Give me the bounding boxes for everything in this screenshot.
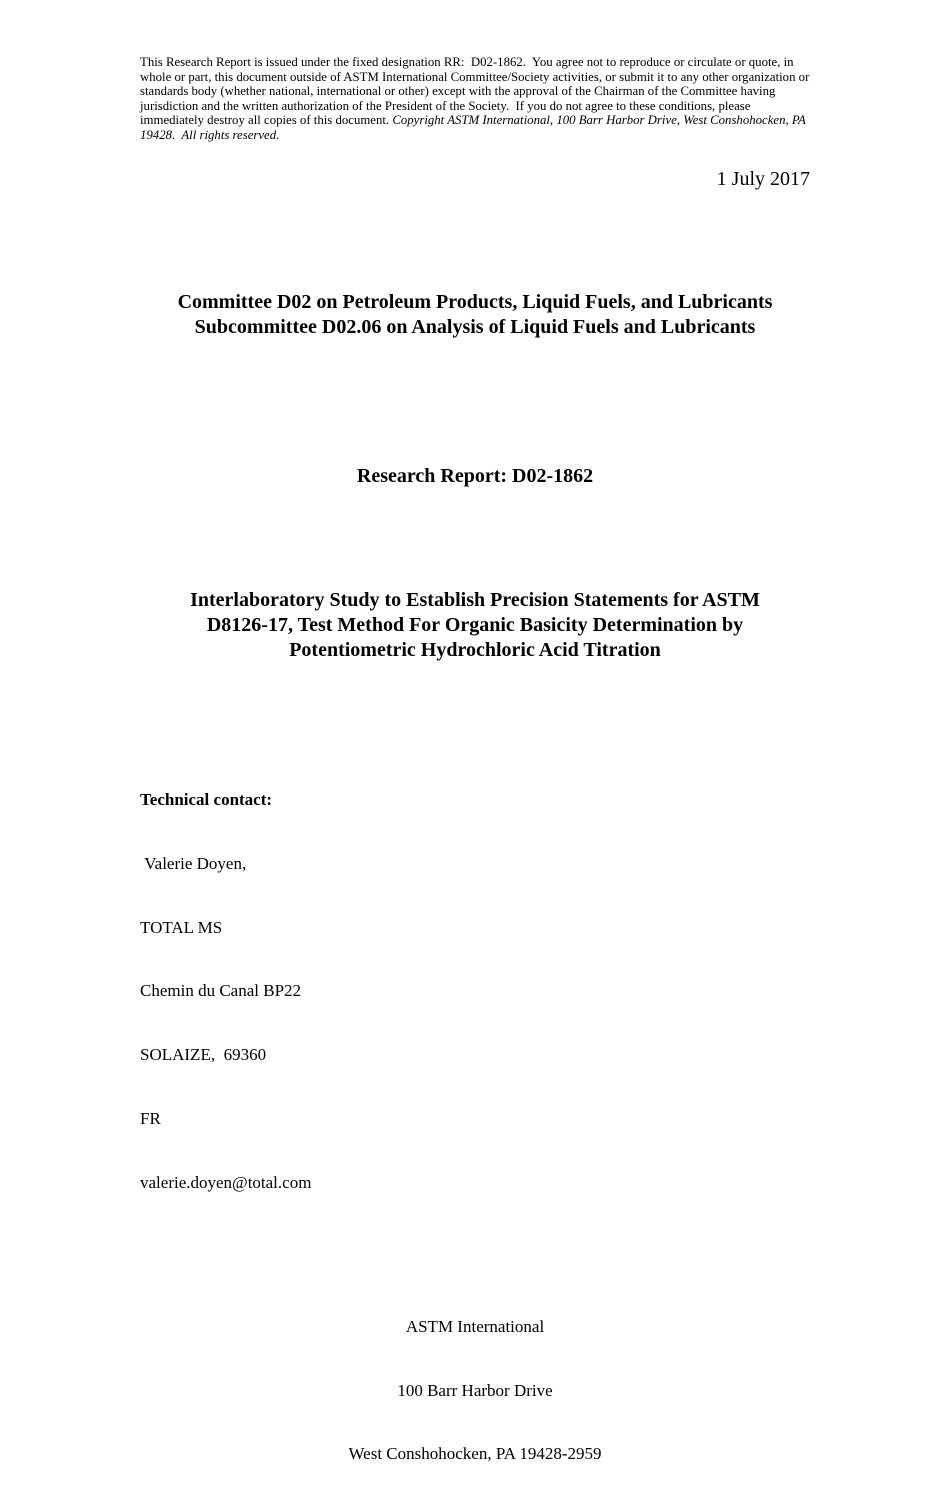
contact-name: Valerie Doyen, [140,853,247,873]
issue-date: 1 July 2017 [716,168,810,191]
astm-address-block [140,1273,810,1507]
committee-heading [140,290,810,339]
subcommittee-line: Subcommittee D02.06 on Analysis of Liquid Fuels and Lubricants [194,315,756,338]
report-number: Research Report: D02-1862 [356,465,594,488]
report-title [140,588,810,662]
astm-city: West Conshohocken, PA 19428-2959 [348,1444,602,1464]
technical-contact-label: Technical contact: [140,790,273,810]
copyright-notice-text: Copyright ASTM International, 100 Barr Harbor Drive, West Conshohocken, PA 19428. All rights reserved. [140,113,813,142]
committee-line: Committee D02 on Petroleum Products, Liquid Fuels, and Lubricants [177,291,773,314]
contact-company: TOTAL MS [140,917,223,937]
technical-contact-block [140,747,810,1236]
contact-country: FR [140,1108,161,1128]
restriction-notice [140,55,813,142]
report-title-line: Interlaboratory Study to Establish Precision Statements for ASTM [190,589,760,612]
report-title-line: D8126-17, Test Method For Organic Basicity Determination by [206,614,744,637]
contact-city: SOLAIZE, 69360 [140,1045,267,1065]
astm-name: ASTM International [405,1316,545,1336]
astm-street: 100 Barr Harbor Drive [397,1380,553,1400]
contact-email: valerie.doyen@total.com [140,1172,312,1192]
report-title-line: Potentiometric Hydrochloric Acid Titration [289,638,661,661]
contact-street: Chemin du Canal BP22 [140,981,302,1001]
restriction-notice-text: This Research Report is issued under the fixed designation RR: D02-1862. You agree not to reproduce or circulate or quote, in whole or part, this document outside of ASTM International Committee/Society activities, or submit it to any other organization or standards body (whether national, international or other) except with the approval of the Chairman of the Committee having jurisdiction and the written authorization of the President of the Society. If you do not agree to these conditions, please immediately destroy all copies of this document. [140,55,813,128]
